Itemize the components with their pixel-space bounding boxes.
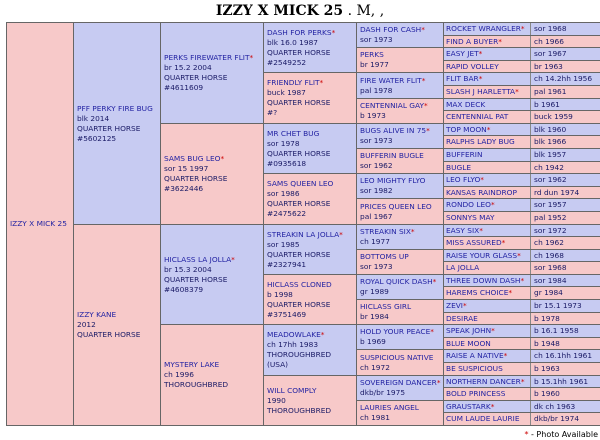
dam-cell-gen5 [357, 99, 444, 124]
horse-name[interactable]: FIRE WATER FLIT [360, 75, 422, 85]
horse-name[interactable]: SONNYS MAY [446, 213, 495, 222]
photo-star-icon: * [501, 238, 506, 247]
column-divider [530, 149, 531, 161]
horse-info-line: br 1963 [534, 61, 563, 71]
horse-info-line: (USA) [267, 360, 289, 369]
horse-info-line: b 1969 [360, 337, 386, 346]
horse-name[interactable]: HAREMS CHOICE [446, 288, 509, 297]
horse-name[interactable]: MR CHET BUG [267, 128, 320, 138]
photo-star-icon: * [479, 225, 483, 235]
horse-info-line: sor 1986 [267, 189, 300, 198]
dam-cell-gen6 [444, 388, 600, 401]
horse-info-line: ch 1996 [164, 370, 194, 379]
horse-name[interactable]: PERKS [360, 50, 384, 59]
column-divider [530, 313, 531, 324]
horse-info-line: br 15.1 1973 [534, 301, 582, 310]
sire-cell-gen4 [264, 124, 357, 174]
horse-name[interactable]: FRIENDLY FLIT [267, 78, 320, 87]
horse-info-line: ch 1942 [534, 162, 564, 172]
horse-info-line: b 1973 [360, 111, 386, 120]
horse-name[interactable]: STREAKIN LA JOLLA [267, 229, 340, 239]
horse-info-line: #3622446 [164, 184, 204, 193]
sire-cell-gen6 [444, 48, 600, 61]
horse-info-line: blk 1966 [534, 137, 567, 146]
dam-cell-gen6 [444, 287, 600, 300]
sire-cell-gen6 [444, 23, 600, 36]
horse-name[interactable]: BUFFERIN BUGLE [360, 151, 424, 160]
column-divider [530, 73, 531, 85]
horse-info-line: sor 15 1997 [164, 164, 209, 173]
horse-name[interactable]: DESIRAE [446, 313, 478, 323]
horse-info-line: ch 16.1hh 1961 [534, 351, 593, 360]
horse-name[interactable]: BOTTOMS UP [360, 252, 409, 261]
horse-info-line: QUARTER HORSE [267, 47, 331, 57]
horse-info-line: b 15.1hh 1961 [534, 376, 589, 386]
horse-info-line: sor 1978 [267, 138, 300, 148]
sire-cell-gen3 [161, 225, 264, 325]
horse-info-line: sor 1973 [360, 136, 393, 145]
sire-cell-gen6 [444, 401, 600, 413]
dam-cell-gen6 [444, 111, 600, 124]
horse-info-line: #2475622 [267, 209, 307, 218]
horse-name[interactable]: BLUE MOON [446, 338, 491, 348]
horse-info-line: #3751469 [267, 309, 307, 319]
sire-cell-gen5 [357, 275, 444, 300]
horse-info-line: rd dun 1974 [534, 187, 580, 197]
sire-cell-gen5 [357, 325, 444, 350]
horse-name[interactable]: FIND A BUYER [446, 36, 499, 46]
dam-cell-gen5 [357, 300, 444, 325]
horse-info-line: br 15.3 2004 [164, 264, 212, 274]
horse-info-line: QUARTER HORSE [267, 148, 331, 158]
column-divider [530, 162, 531, 173]
column-divider [530, 388, 531, 400]
column-divider [530, 350, 531, 362]
horse-info-line: ch 1981 [360, 413, 390, 422]
column-divider [530, 124, 531, 135]
sire-cell-gen5 [357, 174, 444, 199]
horse-info-line: #2549252 [267, 57, 307, 67]
horse-info-line: #4608379 [164, 284, 204, 294]
horse-info-line: ch 1977 [360, 237, 390, 246]
horse-name[interactable]: CUM LAUDE LAURIE [446, 414, 520, 423]
horse-info-line: sor 1972 [534, 225, 567, 235]
horse-name[interactable]: LEO FLYO [446, 175, 481, 184]
horse-name[interactable]: PERKS FIREWATER FLIT [164, 53, 250, 62]
column-divider [530, 61, 531, 72]
horse-info-line: b 1961 [534, 99, 560, 109]
column-divider [530, 212, 531, 224]
dam-cell-gen6 [444, 237, 600, 250]
horse-info-line: b 1978 [534, 313, 560, 323]
dam-cell-gen5 [357, 401, 444, 426]
horse-info-line: b 16.1 1958 [534, 326, 579, 335]
sire-cell-gen4 [264, 325, 357, 376]
dam-cell-gen6 [444, 61, 600, 73]
subject-horse-cell [7, 23, 74, 426]
photo-star-icon: * [486, 124, 491, 134]
horse-info-line: pal 1967 [360, 211, 393, 221]
horse-name[interactable]: BOLD PRINCESS [446, 389, 506, 398]
horse-name[interactable]: RAPID VOLLEY [446, 61, 499, 71]
horse-info-line: QUARTER HORSE [77, 123, 141, 133]
sire-cell-gen6 [444, 225, 600, 237]
horse-info-line: sor 1968 [534, 24, 567, 33]
column-divider [530, 275, 531, 286]
horse-name[interactable]: WILL COMPLY [267, 385, 317, 395]
horse-info-line: dk ch 1963 [534, 401, 576, 411]
column-divider [530, 250, 531, 261]
photo-star-icon: * [503, 351, 508, 360]
horse-name[interactable]: HOLD YOUR PEACE [360, 327, 431, 336]
horse-info-line: dkb/br 1975 [360, 388, 406, 397]
sire-cell-gen6 [444, 250, 600, 262]
photo-star-icon: * [508, 288, 513, 297]
horse-name[interactable]: GRAUSTARK [446, 401, 491, 411]
horse-info-line: b 1960 [534, 389, 560, 398]
horse-name[interactable]: PFF PERKY FIRE BUG [77, 103, 153, 113]
sire-cell-gen5 [357, 73, 444, 99]
dam-cell-gen4 [264, 376, 357, 426]
column-divider [530, 86, 531, 98]
horse-name[interactable]: BUGS ALIVE IN 75 [360, 126, 427, 135]
sire-cell-gen6 [444, 376, 600, 388]
horse-info-line: 1990 [267, 395, 286, 405]
horse-name[interactable]: THREE DOWN DASH [446, 275, 521, 285]
horse-name[interactable]: RAISE YOUR GLASS [446, 250, 518, 260]
horse-info-line: QUARTER HORSE [267, 98, 331, 107]
horse-name[interactable]: MEADOWLAKE [267, 330, 321, 339]
photo-star-icon: * [220, 154, 225, 163]
dam-cell-gen5 [357, 199, 444, 225]
dam-cell-gen6 [444, 162, 600, 174]
sire-cell-gen6 [444, 300, 600, 313]
photo-star-icon: * [319, 78, 324, 87]
horse-info-line: QUARTER HORSE [164, 174, 228, 183]
horse-info-line: QUARTER HORSE [267, 299, 331, 309]
horse-name[interactable]: NORTHERN DANCER [446, 376, 521, 386]
sire-cell-gen6 [444, 99, 600, 111]
horse-name[interactable]: KANSAS RAINDROP [446, 187, 517, 197]
horse-info-line: pal 1961 [534, 87, 567, 96]
pedigree-chart [6, 22, 600, 426]
horse-info-line: sor 1967 [534, 49, 567, 58]
dam-cell-gen6 [444, 136, 600, 149]
photo-star-icon: * [462, 301, 467, 310]
dam-cell-gen4 [264, 275, 357, 325]
dam-cell-gen6 [444, 212, 600, 225]
dam-cell-gen4 [264, 174, 357, 225]
horse-info-line: blk 2014 [77, 113, 110, 123]
horse-info-line: b 1948 [534, 338, 560, 348]
horse-name[interactable]: FLIT BAR [446, 74, 479, 83]
sire-cell-gen5 [357, 23, 444, 48]
horse-info-line: buck 1987 [267, 88, 306, 97]
horse-info-line: sor 1982 [360, 186, 393, 195]
dam-cell-gen5 [357, 149, 444, 174]
horse-info-line: blk 1957 [534, 150, 567, 159]
dam-cell-gen6 [444, 187, 600, 199]
horse-name[interactable]: SOVEREIGN DANCER [360, 378, 437, 387]
horse-name[interactable]: LEO MIGHTY FLYO [360, 176, 426, 185]
horse-name[interactable]: MISS ASSURED [446, 238, 502, 247]
column-divider [530, 23, 531, 35]
horse-name[interactable]: RAISE A NATIVE [446, 351, 504, 360]
sire-cell-gen5 [357, 376, 444, 401]
horse-info-line: sor 1957 [534, 200, 567, 209]
dam-cell-gen6 [444, 36, 600, 48]
sire-cell-gen4 [264, 23, 357, 73]
column-divider [530, 338, 531, 349]
horse-name[interactable]: ROCKET WRANGLER [446, 24, 521, 33]
horse-info-line: ch 1972 [360, 362, 390, 372]
photo-star-icon: * [436, 378, 441, 387]
sire-cell-gen2 [74, 23, 161, 225]
photo-star-icon: * [424, 101, 428, 110]
pedigree-subtitle: . M, , [343, 3, 385, 19]
horse-info-line: buck 1959 [534, 112, 573, 121]
horse-info-line: gr 1984 [534, 288, 563, 297]
dam-cell-gen6 [444, 313, 600, 325]
dam-cell-gen3 [161, 124, 264, 225]
horse-info-line: sor 1968 [534, 263, 567, 272]
photo-star-icon: * [410, 227, 415, 236]
horse-name[interactable]: HICLASS LA JOLLA [164, 254, 232, 264]
column-divider [530, 413, 531, 425]
sire-cell-gen6 [444, 73, 600, 86]
horse-info-line: b 1963 [534, 364, 560, 373]
horse-info-line: gr 1989 [360, 287, 389, 296]
column-divider [530, 325, 531, 337]
horse-info-line: #0935618 [267, 158, 307, 168]
photo-star-icon: * [520, 376, 525, 386]
horse-name[interactable]: HICLASS CLONED [267, 279, 332, 289]
horse-info-line: blk 1960 [534, 124, 567, 134]
horse-name[interactable]: BUGLE [446, 162, 471, 172]
sire-cell-gen6 [444, 199, 600, 212]
photo-star-icon: * [339, 229, 343, 239]
horse-info-line: br 1977 [360, 60, 389, 69]
horse-name[interactable]: SUSPICIOUS NATIVE [360, 352, 434, 362]
column-divider [530, 187, 531, 198]
horse-info-line: b 1998 [267, 289, 293, 299]
column-divider [530, 300, 531, 312]
photo-star-icon: * [491, 326, 495, 335]
dam-cell-gen6 [444, 338, 600, 350]
column-divider [530, 376, 531, 387]
horse-info-line: sor 1984 [534, 275, 567, 285]
column-divider [530, 111, 531, 123]
horse-info-line: THOROUGHBRED [164, 380, 229, 389]
horse-info-line: sor 1962 [534, 175, 567, 184]
column-divider [530, 237, 531, 249]
horse-info-line: QUARTER HORSE [164, 274, 228, 284]
horse-info-line: #2327941 [267, 259, 307, 269]
dam-cell-gen5 [357, 250, 444, 275]
horse-info-line: pal 1952 [534, 213, 567, 222]
horse-info-line: QUARTER HORSE [77, 330, 141, 339]
column-divider [530, 363, 531, 375]
photo-star-icon: * [231, 254, 235, 264]
sire-cell-gen4 [264, 225, 357, 275]
photo-star-icon: * [249, 53, 254, 62]
photo-star-icon: * [480, 175, 484, 184]
horse-info-line: ch 1962 [534, 238, 564, 247]
horse-name[interactable]: SAMS BUG LEO [164, 154, 221, 163]
horse-name[interactable]: RONDO LEO [446, 200, 491, 209]
dam-cell-gen6 [444, 262, 600, 275]
horse-info-line: sor 1962 [360, 161, 393, 170]
dam-cell-gen6 [444, 413, 600, 426]
horse-info-line: #4611609 [164, 83, 204, 92]
horse-info-line: THOROUGHBRED [267, 405, 332, 415]
photo-star-icon: * [320, 330, 325, 339]
horse-name[interactable]: MYSTERY LAKE [164, 360, 220, 369]
dam-cell-gen6 [444, 363, 600, 376]
horse-info-line: ch 14.2hh 1956 [534, 74, 593, 83]
horse-name[interactable]: DASH FOR PERKS [267, 27, 332, 37]
dam-cell-gen4 [264, 73, 357, 124]
column-divider [530, 262, 531, 274]
horse-name[interactable]: TOP MOON [446, 124, 487, 134]
page-title [0, 3, 600, 19]
photo-star-icon: * [478, 49, 483, 58]
horse-name[interactable]: HICLASS GIRL [360, 302, 412, 311]
column-divider [530, 199, 531, 211]
horse-name[interactable]: CENTENNIAL GAY [360, 101, 425, 110]
photo-star-icon: * [520, 275, 525, 285]
dam-cell-gen5 [357, 350, 444, 376]
horse-name[interactable]: ZEVI [446, 301, 463, 310]
column-divider [530, 36, 531, 47]
horse-name[interactable]: RALPHS LADY BUG [446, 137, 515, 146]
column-divider [530, 287, 531, 299]
horse-name[interactable]: LA JOLLA [446, 263, 480, 272]
horse-info-line: #5602125 [77, 133, 117, 143]
sire-cell-gen5 [357, 124, 444, 149]
column-divider [530, 136, 531, 148]
horse-name[interactable]: BUFFERIN [446, 150, 483, 159]
horse-name[interactable]: CENTENNIAL PAT [446, 112, 509, 121]
dam-cell-gen3 [161, 325, 264, 426]
dam-cell-gen6 [444, 86, 600, 99]
column-divider [530, 401, 531, 412]
horse-info-line: THOROUGHBRED [267, 350, 332, 359]
horse-name[interactable]: ROYAL QUICK DASH [360, 277, 433, 286]
horse-info-line: dkb/br 1974 [534, 414, 580, 423]
horse-name[interactable]: BE SUSPICIOUS [446, 364, 503, 373]
horse-name[interactable]: EASY JET [446, 49, 479, 58]
photo-star-icon: * [478, 74, 483, 83]
sire-cell-gen3 [161, 23, 264, 124]
horse-name[interactable]: IZZY KANE [77, 310, 117, 319]
dam-cell-gen2 [74, 225, 161, 426]
horse-name[interactable]: STREAKIN SIX [360, 227, 411, 236]
horse-info-line: 2012 [77, 320, 96, 329]
horse-info-line: sor 1973 [360, 262, 393, 271]
sire-cell-gen6 [444, 124, 600, 136]
horse-name[interactable]: SPEAK JOHN [446, 326, 492, 335]
horse-info-line: QUARTER HORSE [267, 249, 331, 259]
subject-horse-name: IZZY X MICK 25 [10, 219, 67, 228]
sire-cell-gen6 [444, 149, 600, 162]
photo-star-icon: * [498, 36, 502, 46]
horse-info-line: ch 1968 [534, 250, 564, 260]
photo-star-icon: * [515, 87, 519, 96]
photo-star-icon: * [430, 327, 434, 336]
horse-info-line: br 15.2 2004 [164, 63, 212, 72]
photo-star-icon: * [426, 126, 430, 135]
photo-star-icon: * [331, 27, 336, 37]
horse-name[interactable]: MAX DECK [446, 99, 486, 109]
pedigree-title: IZZY X MICK 25 [215, 3, 344, 19]
horse-name[interactable]: EASY SIX [446, 225, 480, 235]
horse-info-line: QUARTER HORSE [164, 73, 228, 82]
sire-cell-gen6 [444, 174, 600, 187]
dam-cell-gen5 [357, 48, 444, 73]
horse-info-line: br 1984 [360, 312, 389, 321]
horse-name[interactable]: PRICES QUEEN LEO [360, 201, 432, 211]
sire-cell-gen6 [444, 275, 600, 287]
photo-star-icon: * [490, 200, 495, 209]
photo-star-icon: * [517, 250, 521, 260]
horse-info-line: sor 1985 [267, 239, 300, 249]
horse-info-line: #? [267, 108, 278, 117]
horse-info-line: ch 1966 [534, 36, 564, 46]
horse-info-line: QUARTER HORSE [267, 199, 331, 208]
photo-legend-text: - Photo Available [528, 430, 598, 439]
horse-info-line: ch 17hh 1983 [267, 340, 319, 349]
sire-cell-gen5 [357, 225, 444, 250]
horse-info-line: sor 1973 [360, 35, 393, 44]
sire-cell-gen6 [444, 350, 600, 363]
photo-star-icon: * [520, 24, 525, 33]
horse-name[interactable]: SAMS QUEEN LEO [267, 179, 334, 188]
photo-star-icon: * [524, 430, 529, 439]
column-divider [530, 174, 531, 186]
horse-name[interactable]: LAURIES ANGEL [360, 403, 419, 412]
horse-info-line: pal 1978 [360, 85, 393, 95]
column-divider [530, 48, 531, 60]
column-divider [530, 99, 531, 110]
column-divider [530, 225, 531, 236]
photo-star-icon: * [421, 75, 426, 85]
horse-info-line: blk 16.0 1987 [267, 37, 318, 47]
photo-star-icon: * [490, 401, 495, 411]
horse-name[interactable]: DASH FOR CASH [360, 25, 422, 34]
photo-legend [524, 430, 598, 439]
photo-star-icon: * [421, 25, 425, 34]
photo-star-icon: * [432, 277, 437, 286]
horse-name[interactable]: SLASH J HARLETTA [446, 87, 516, 96]
sire-cell-gen6 [444, 325, 600, 338]
